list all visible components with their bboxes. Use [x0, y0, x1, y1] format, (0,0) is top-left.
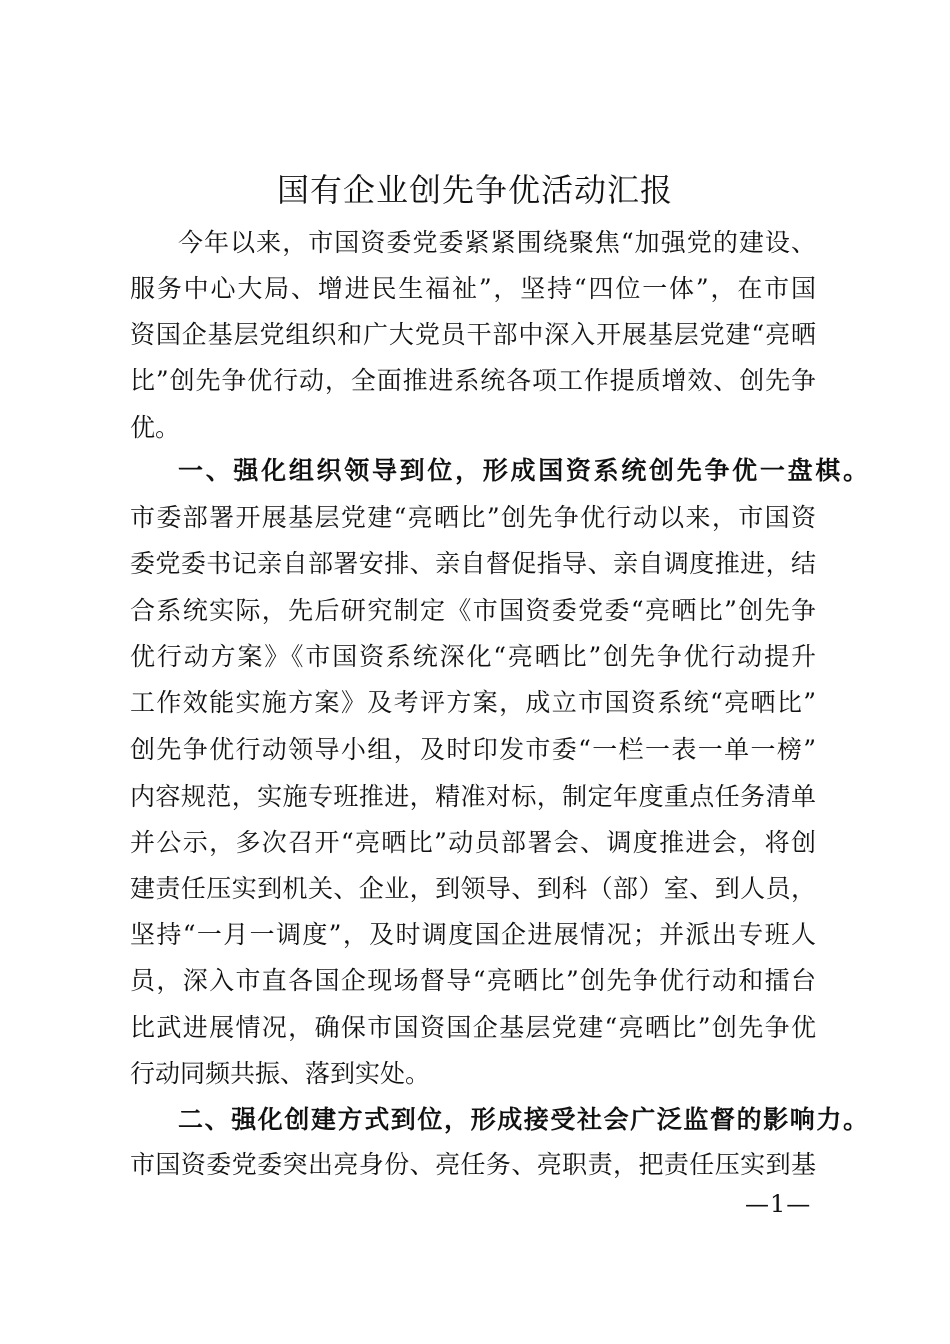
section-heading-2: 二、强化创建方式到位，形成接受社会广泛监督的影响力。	[178, 1105, 868, 1134]
body-line: 行动同频共振、落到实处。	[130, 1059, 431, 1088]
page-number: —1—	[745, 1190, 812, 1218]
body-line: 比”创先争优行动，全面推进系统各项工作提质增效、创先争	[130, 366, 816, 395]
body-line: 今年以来，市国资委党委紧紧围绕聚焦“加强党的建设、	[178, 228, 816, 257]
body-line: 市国资委党委突出亮身份、亮任务、亮职责，把责任压实到基	[130, 1150, 816, 1179]
body-line: 比武进展情况，确保市国资国企基层党建“亮晒比”创先争优	[130, 1013, 816, 1042]
body-line: 服务中心大局、增进民生福祉”，坚持“四位一体”，在市国	[130, 274, 816, 303]
section-heading-1: 一、强化组织领导到位，形成国资系统创先争优一盘棋。	[178, 456, 868, 485]
body-line: 市委部署开展基层党建“亮晒比”创先争优行动以来，市国资	[130, 503, 816, 532]
body-line: 内容规范，实施专班推进，精准对标，制定年度重点任务清单	[130, 782, 816, 811]
body-line: 坚持“一月一调度”，及时调度国企进展情况；并派出专班人	[130, 920, 816, 949]
body-line: 委党委书记亲自部署安排、亲自督促指导、亲自调度推进，结	[130, 549, 816, 578]
body-line: 优行动方案》《市国资系统深化“亮晒比”创先争优行动提升	[130, 642, 816, 671]
body-line: 工作效能实施方案》及考评方案，成立市国资系统“亮晒比”	[130, 688, 816, 717]
body-line: 并公示，多次召开“亮晒比”动员部署会、调度推进会，将创	[130, 828, 816, 857]
body-line: 优。	[130, 413, 181, 442]
body-line: 员，深入市直各国企现场督导“亮晒比”创先争优行动和擂台	[130, 966, 816, 995]
document-title: 国有企业创先争优活动汇报	[276, 171, 673, 209]
body-line: 合系统实际，先后研究制定《市国资委党委“亮晒比”创先争	[130, 596, 816, 625]
body-line: 资国企基层党组织和广大党员干部中深入开展基层党建“亮晒	[130, 320, 816, 349]
body-line: 建责任压实到机关、企业，到领导、到科（部）室、到人员，	[130, 874, 816, 903]
body-line: 创先争优行动领导小组，及时印发市委“一栏一表一单一榜”	[130, 735, 816, 764]
